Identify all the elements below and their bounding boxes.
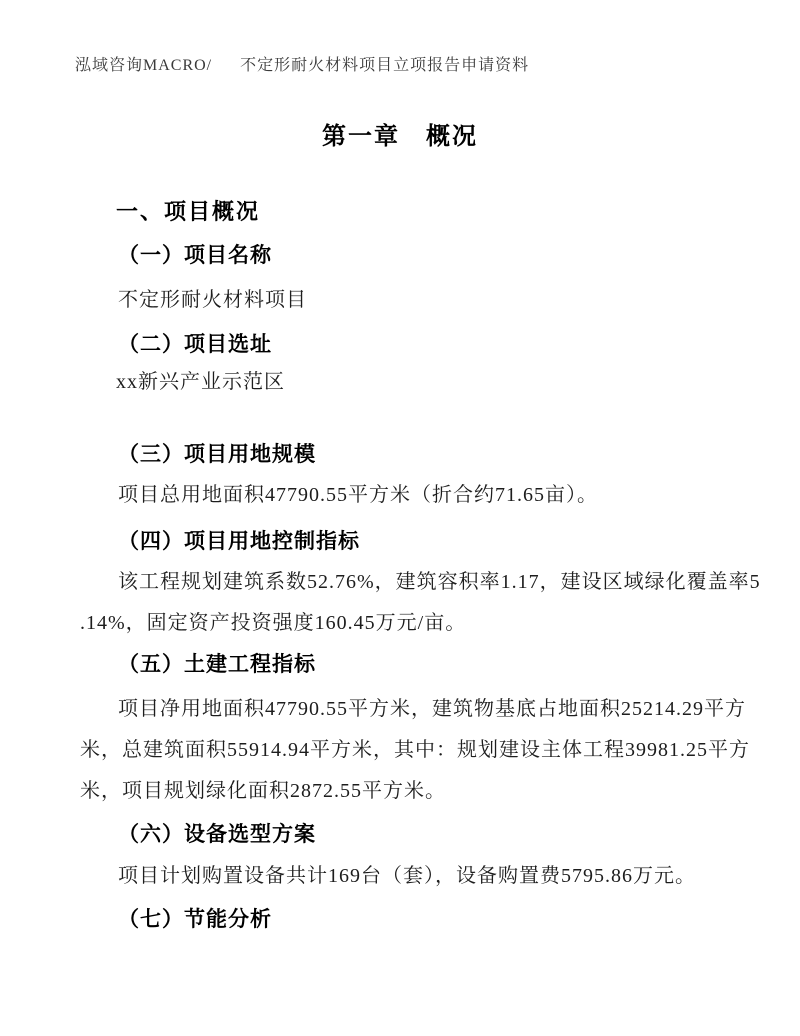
header-brand: 泓域咨询MACRO/ (75, 57, 213, 74)
subsection-heading-3: （三）项目用地规模 (118, 442, 316, 466)
paragraph-line: 米，项目规划绿化面积2872.55平方米。 (80, 780, 446, 802)
header-doc-title: 不定形耐火材料项目立项报告申请资料 (240, 57, 530, 74)
paragraph-line: 项目计划购置设备共计169台（套），设备购置费5795.86万元。 (118, 865, 696, 887)
paragraph-line: .14%，固定资产投资强度160.45万元/亩。 (80, 612, 467, 634)
subsection-heading-5: （五）土建工程指标 (118, 652, 316, 676)
paragraph-line: 该工程规划建筑系数52.76%，建筑容积率1.17，建设区域绿化覆盖率5 (118, 571, 761, 593)
subsection-heading-4: （四）项目用地控制指标 (118, 529, 360, 553)
section-title: 一、项目概况 (116, 199, 261, 224)
chapter-title: 第一章 概况 (322, 123, 478, 150)
subsection-heading-2: （二）项目选址 (118, 332, 272, 356)
paragraph-line: 项目净用地面积47790.55平方米，建筑物基底占地面积25214.29平方 (118, 698, 746, 720)
subsection-heading-6: （六）设备选型方案 (118, 822, 316, 846)
subsection-heading-7: （七）节能分析 (118, 907, 272, 931)
subsection-heading-1: （一）项目名称 (118, 243, 272, 267)
paragraph-line: 米，总建筑面积55914.94平方米，其中：规划建设主体工程39981.25平方 (80, 739, 750, 761)
paragraph-line: xx新兴产业示范区 (116, 371, 285, 393)
paragraph-line: 项目总用地面积47790.55平方米（折合约71.65亩）。 (118, 484, 598, 506)
paragraph-line: 不定形耐火材料项目 (118, 289, 307, 311)
page-header (75, 52, 529, 75)
